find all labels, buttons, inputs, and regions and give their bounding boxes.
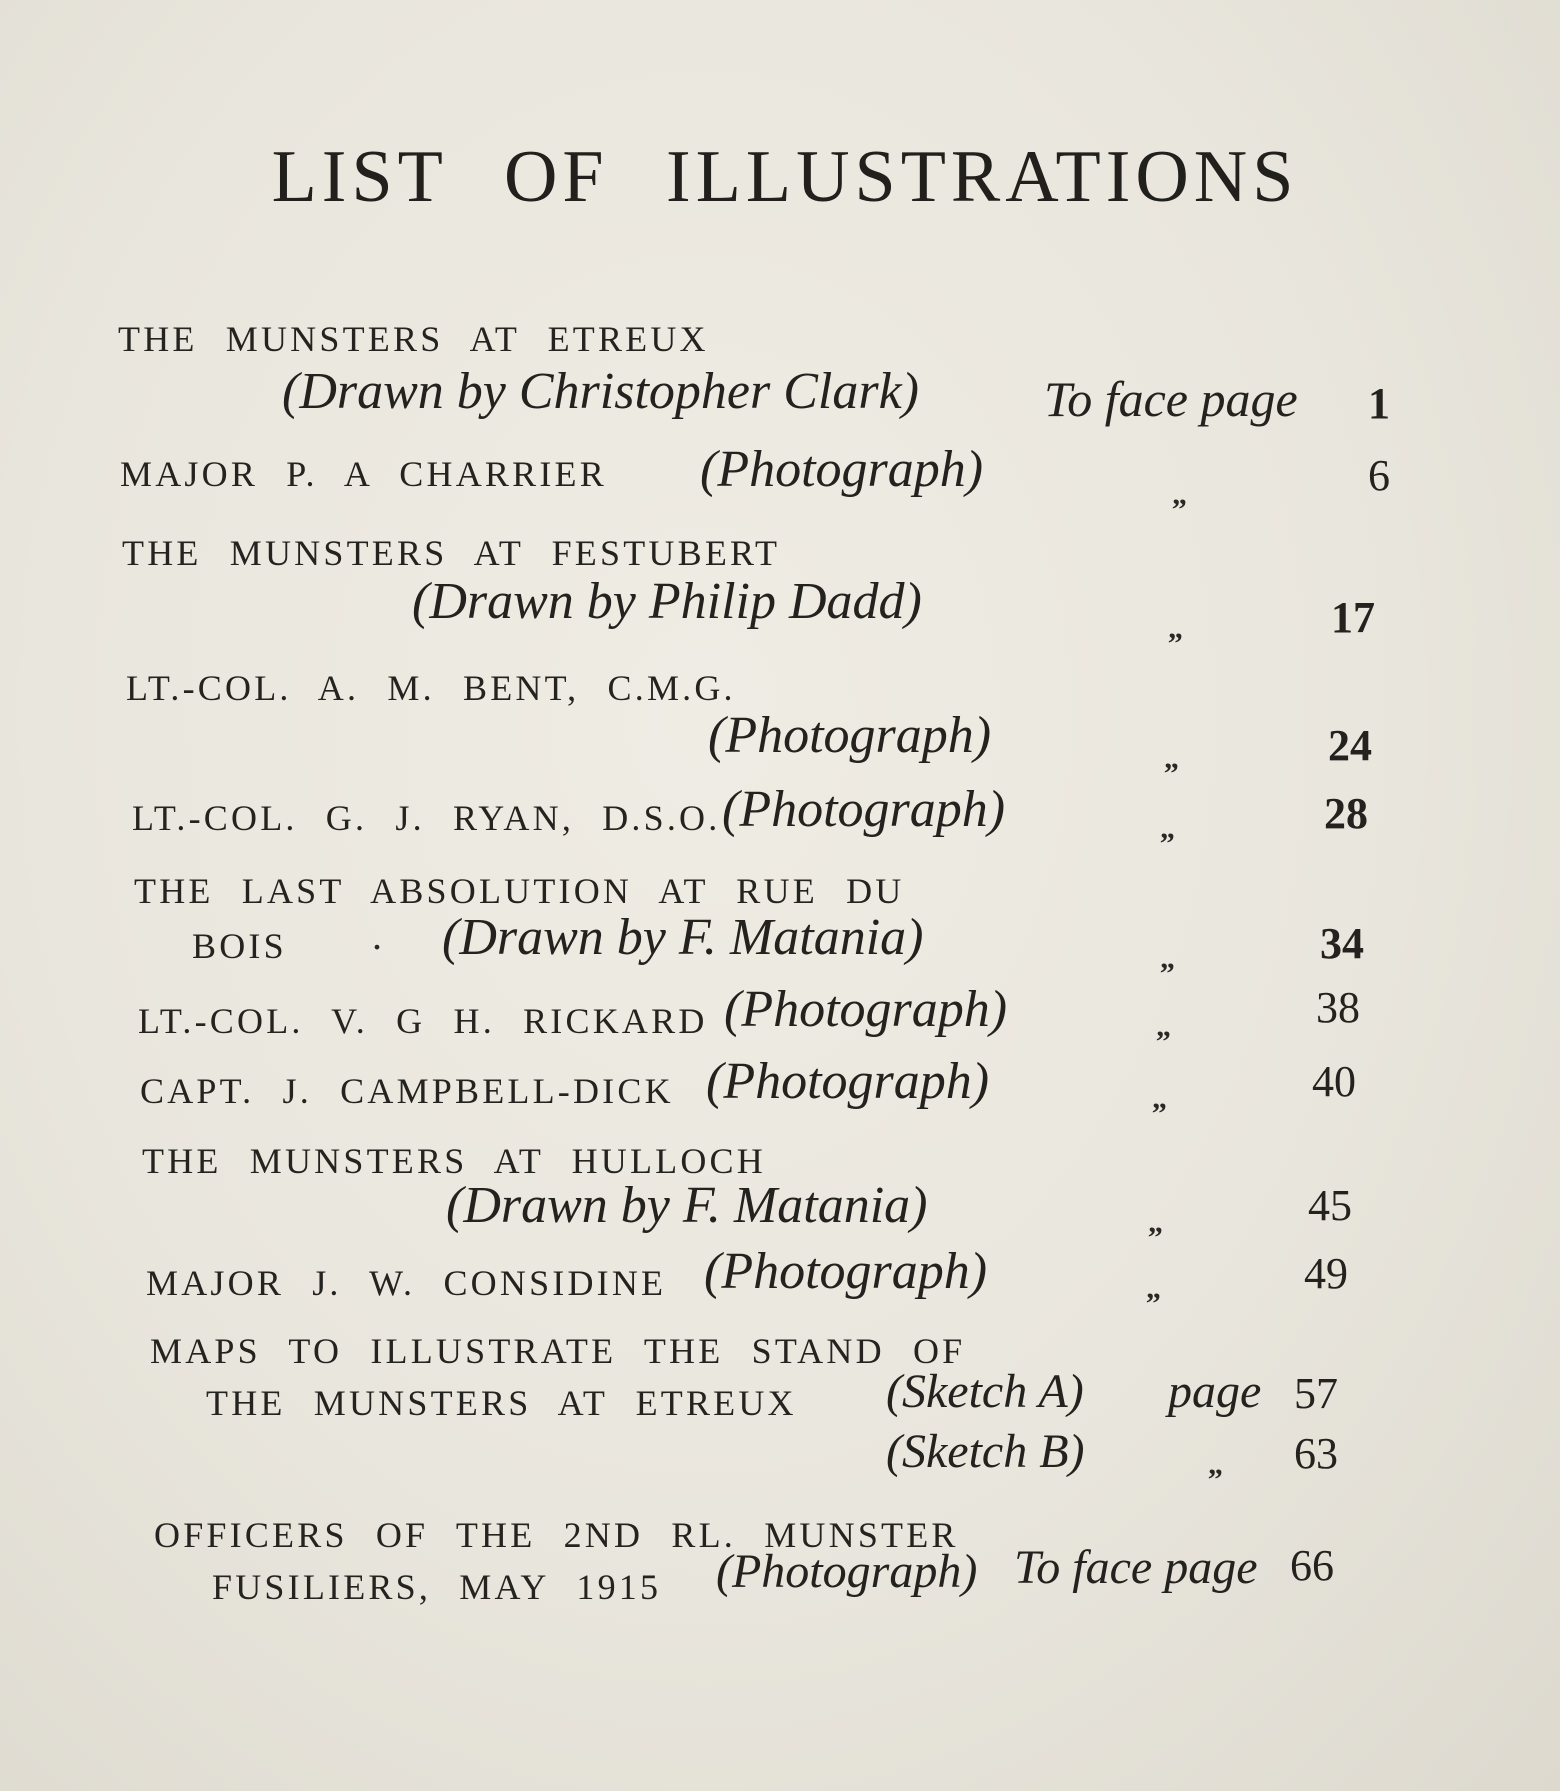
entry-caption: MAJOR P. A CHARRIER	[120, 454, 607, 494]
entry-locator: „	[1160, 812, 1176, 845]
entry-caption: THE MUNSTERS AT FESTUBERT	[122, 533, 781, 573]
entry-credit: (Photograph)	[704, 1243, 988, 1300]
entry-page-number: 34	[1320, 919, 1364, 968]
entry-page-number: 17	[1331, 593, 1375, 642]
entry-locator: „	[1168, 612, 1184, 645]
entry-credit: (Photograph)	[706, 1053, 990, 1110]
entry-locator: page	[1168, 1365, 1262, 1418]
entry-caption: LT.-COL. V. G H. RICKARD	[138, 1001, 708, 1041]
entry-credit: (Photograph)	[708, 707, 992, 764]
entry-credit: (Drawn by F. Matania)	[446, 1177, 928, 1234]
entry-page-number: 28	[1324, 789, 1368, 838]
entry-page-number: 38	[1316, 983, 1360, 1032]
entry-page-number: 6	[1368, 451, 1390, 500]
entry-credit: (Drawn by Philip Dadd)	[412, 573, 922, 630]
entry-caption: THE MUNSTERS AT HULLOCH	[142, 1141, 766, 1181]
entry-caption: THE MUNSTERS AT ETREUX	[118, 319, 709, 359]
entry-page-number: 40	[1312, 1057, 1356, 1106]
entry-credit: (Photograph)	[700, 441, 984, 498]
entry-page-number-secondary: 63	[1294, 1429, 1338, 1478]
entry-locator: To face page	[1014, 1541, 1258, 1594]
entry-caption: THE LAST ABSOLUTION AT RUE DU	[134, 871, 905, 911]
entry-locator: „	[1146, 1272, 1162, 1305]
entry-locator: To face page	[1044, 371, 1298, 427]
entry-locator: „	[1148, 1206, 1164, 1239]
entry-credit: (Drawn by F. Matania)	[442, 909, 924, 966]
leader-dot: .	[372, 913, 382, 958]
entry-credit-secondary: (Sketch B)	[886, 1425, 1085, 1478]
entry-credit: (Sketch A)	[886, 1365, 1084, 1418]
entry-locator: „	[1156, 1010, 1172, 1043]
entry-page-number: 24	[1328, 721, 1372, 770]
entry-caption: CAPT. J. CAMPBELL-DICK	[140, 1071, 674, 1111]
entry-page-number: 49	[1304, 1249, 1348, 1298]
entry-caption: LT.-COL. G. J. RYAN, D.S.O.	[132, 798, 721, 838]
entry-caption: LT.-COL. A. M. BENT, C.M.G.	[126, 668, 736, 708]
entry-page-number: 45	[1308, 1181, 1352, 1230]
entry-caption: OFFICERS OF THE 2ND RL. MUNSTER	[154, 1515, 959, 1555]
entry-caption-continued: BOIS	[192, 926, 287, 966]
entry-locator: „	[1160, 942, 1176, 975]
entry-credit: (Photograph)	[724, 981, 1008, 1038]
entry-page-number: 66	[1290, 1541, 1334, 1590]
page-title: LIST OF ILLUSTRATIONS	[271, 136, 1299, 218]
entry-credit: (Drawn by Christopher Clark)	[282, 363, 919, 420]
entry-locator-secondary: „	[1208, 1448, 1224, 1481]
entry-page-number: 57	[1294, 1369, 1338, 1418]
entry-caption-continued: FUSILIERS, MAY 1915	[212, 1567, 662, 1607]
entry-locator: „	[1152, 1082, 1168, 1115]
entry-page-number: 1	[1368, 379, 1390, 428]
entry-credit: (Photograph)	[722, 781, 1006, 838]
entry-caption: MAJOR J. W. CONSIDINE	[146, 1263, 667, 1303]
entry-caption: MAPS TO ILLUSTRATE THE STAND OF	[150, 1331, 966, 1371]
entry-locator: „	[1164, 742, 1180, 775]
entry-locator: „	[1172, 478, 1188, 511]
entry-caption-continued: THE MUNSTERS AT ETREUX	[206, 1383, 797, 1423]
entry-credit: (Photograph)	[716, 1545, 978, 1598]
